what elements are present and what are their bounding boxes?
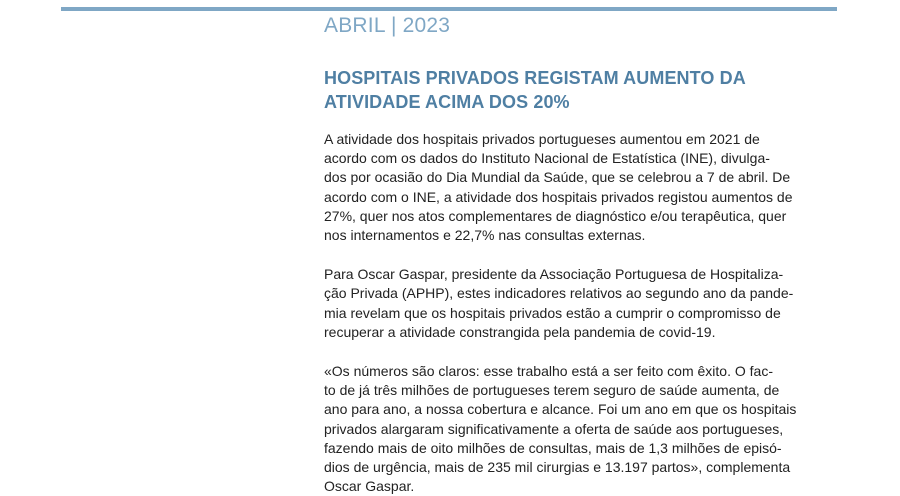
top-divider-rule xyxy=(61,7,837,11)
article-headline xyxy=(324,66,840,114)
text-line: A atividade dos hospitais privados portugueses aumentou em 2021 de xyxy=(324,131,760,147)
text-line: to de já três milhões de portugueses terem seguro de saúde aumenta, de xyxy=(324,382,780,399)
paragraph-aphp-president xyxy=(324,265,840,342)
headline-line: HOSPITAIS PRIVADOS REGISTAM AUMENTO DA xyxy=(324,68,746,88)
text-line: Para Oscar Gaspar, presidente da Associação Portuguesa de Hospitaliza- xyxy=(324,266,784,283)
text-line: «Os números são claros: esse trabalho está a ser feito com êxito. O fac- xyxy=(324,363,773,380)
text-line: dos por ocasião do Dia Mundial da Saúde, que se celebrou a 7 de abril. De xyxy=(324,169,791,186)
headline-line: ATIVIDADE ACIMA DOS 20% xyxy=(324,92,570,112)
text-line: nos internamentos e 22,7% nas consultas externas. xyxy=(324,227,646,244)
text-line: fazendo mais de oito milhões de consultas, mais de 1,3 milhões de episó- xyxy=(324,439,782,456)
text-line: acordo com os dados do Instituto Nacional de Estatística (INE), divulga- xyxy=(324,150,770,167)
text-line: dios de urgência, mais de 235 mil cirurgias e 13.197 partos», complementa xyxy=(324,459,791,476)
text-line: acordo com o INE, a atividade dos hospitais privados registou aumentos de xyxy=(324,188,793,205)
text-line: recuperar a atividade constrangida pela pandemia de covid-19. xyxy=(324,323,716,340)
text-line: 27%, quer nos atos complementares de diagnóstico e/ou terapêutica, quer xyxy=(324,207,787,224)
article xyxy=(324,12,840,496)
paragraph-ine-statistics xyxy=(324,130,840,245)
text-line: ção Privada (APHP), estes indicadores relativos ao segundo ano da pande- xyxy=(324,285,794,302)
text-line: mia revelam que os hospitais privados estão a cumprir o compromisso de xyxy=(324,304,781,321)
text-line: Oscar Gaspar. xyxy=(324,478,415,495)
paragraph-quote xyxy=(324,362,840,496)
text-line: ano para ano, a nossa cobertura e alcance. Foi um ano em que os hospitais xyxy=(324,401,797,418)
text-line: privados alargaram significativamente a oferta de saúde aos portugueses, xyxy=(324,420,784,437)
issue-date: ABRIL | 2023 xyxy=(324,14,451,37)
